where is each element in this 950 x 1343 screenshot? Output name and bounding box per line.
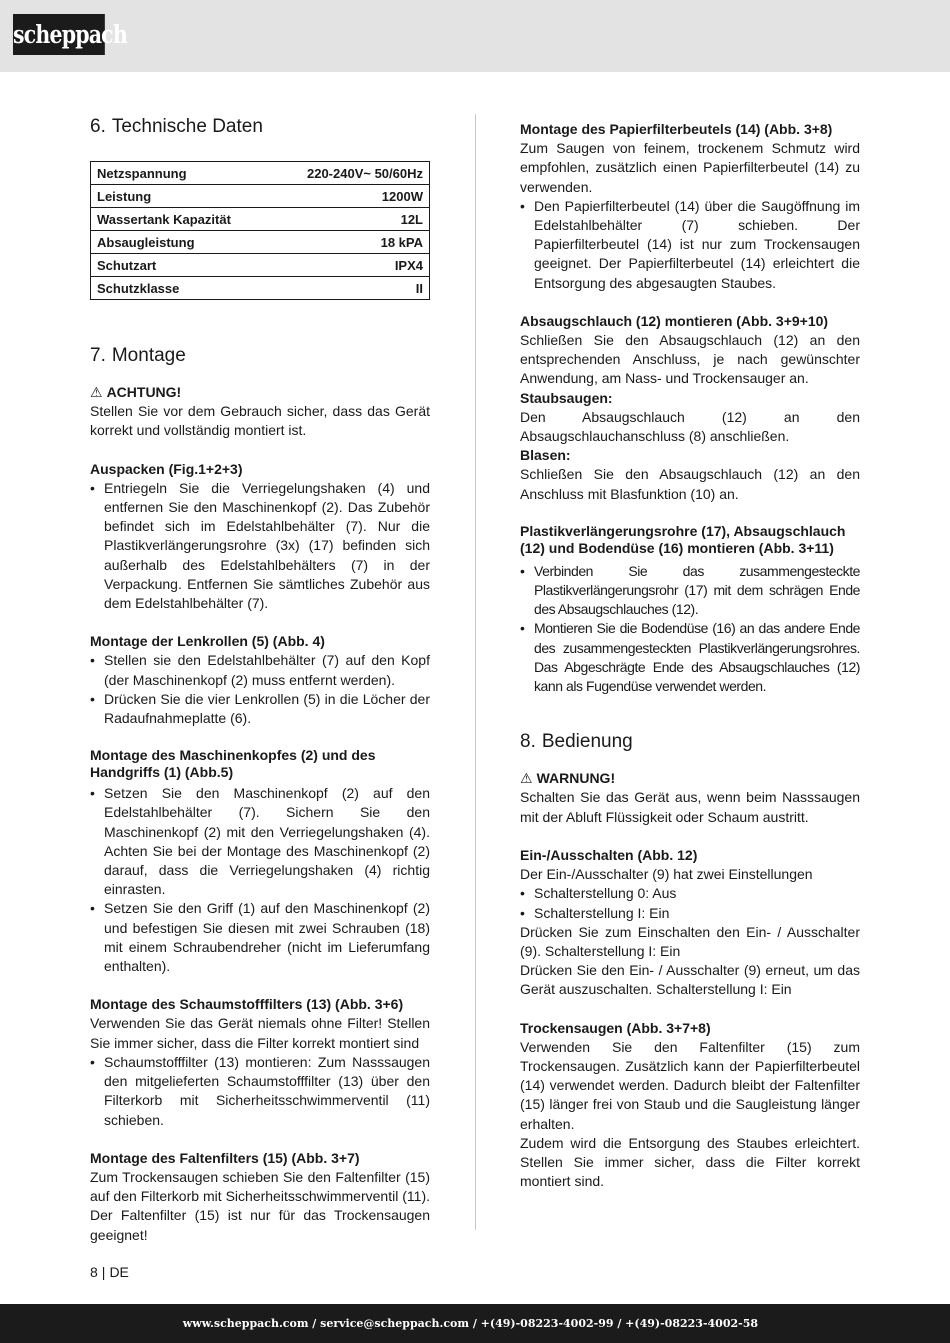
spec-row <box>91 185 430 208</box>
dry-vacuum-text: Verwenden Sie den Faltenfilter (15) zum Trockensaugen. Zusätzlich kann der Papierfilterbeutel (14) verwendet werden. Dadurch bleibt der Faltenfilter (15) länger frei von Staub und die Saugleistung länger erhalten. <box>520 1038 860 1132</box>
list-item: • Montieren Sie die Bodendüse (16) an das andere Ende des zusammengesteckten Plastikverlängerungsrohres. Das Abgeschrägte Ende des Absaugschlauches (12) kann als Fugendüse verwendet werden. <box>520 619 860 696</box>
spec-value: 1200W <box>271 185 429 208</box>
vacuum-text: Den Absaugschlauch (12) an den Absaugschlauchanschluss (8) anschließen. <box>520 408 860 445</box>
right-column <box>520 120 860 1191</box>
blow-text: Schließen Sie den Absaugschlauch (12) an den Anschluss mit Blasfunktion (10) an. <box>520 466 860 502</box>
spec-label: Schutzklasse <box>91 277 272 300</box>
dry-vacuum-heading: Trockensaugen (Abb. 3+7+8) <box>520 1019 711 1036</box>
spec-label: Netzspannung <box>91 162 272 185</box>
section-8-heading <box>520 729 860 755</box>
section-number: 6. <box>90 116 106 137</box>
switch-heading: Ein-/Ausschalten (Abb. 12) <box>520 846 698 863</box>
page-lang: DE <box>109 1264 129 1280</box>
spec-value: 12L <box>271 208 429 231</box>
footer-bar <box>0 1304 950 1343</box>
left-column <box>90 114 430 1245</box>
section-number: 7. <box>90 345 106 366</box>
list-item: • Setzen Sie den Maschinenkopf (2) auf den Edelstahlbehälter (7). Sichern Sie den Maschinenkopf (2) mit den Verriegelungshaken (4). Achten Sie bei der Montage des Maschinenkopf (2) darauf, dass die Verriegelungshaken (4) richtig einrasten. <box>90 784 430 899</box>
spec-value: 220-240V~ 50/60Hz <box>271 162 429 185</box>
section-number: 8. <box>520 731 536 753</box>
page-separator: | <box>101 1264 106 1280</box>
switch-on-text: Drücken Sie zum Einschalten den Ein- / Ausschalter (9). Schalterstellung I: Ein <box>520 923 860 959</box>
section-title: Montage <box>111 345 186 366</box>
spec-value: 18 kPA <box>271 231 429 254</box>
spec-label: Schutzart <box>91 254 272 277</box>
spec-value: II <box>271 277 429 300</box>
warning-title: WARNUNG! <box>536 770 616 787</box>
warning-heading <box>90 383 430 402</box>
pleat-filter-text: Zum Trockensaugen schieben Sie den Faltenfilter (15) auf den Filterkorb mit Sicherheitsschwimmerventil (11). Der Faltenfilter (15) ist nur für das Trockensaugen geeignet! <box>90 1168 430 1243</box>
list-item: • Setzen Sie den Griff (1) auf den Maschinenkopf (2) und befestigen Sie diesen mit zwei Schrauben (18) mit einem Schraubendreher (nicht im Lieferumfang enthalten). <box>90 899 430 976</box>
contact-line: www.scheppach.com / service@scheppach.com / +(49)-08223-4002-99 / +(49)-08223-4002-58 <box>182 1317 758 1330</box>
section-title: Technische Daten <box>111 116 263 137</box>
spec-label: Absaugleistung <box>91 231 272 254</box>
paper-filter-heading: Montage des Papierfilterbeutels (14) (Abb. 3+8) <box>520 121 833 137</box>
warning-text: Stellen Sie vor dem Gebrauch sicher, dass das Gerät korrekt und vollständig montiert ist. <box>90 403 430 439</box>
spec-row <box>91 277 430 300</box>
switch-off-text: Drücken Sie den Ein- / Ausschalter (9) erneut, um das Gerät auszuschalten. Schalterstellung I: Ein <box>520 962 860 998</box>
blow-label: Blasen: <box>520 447 571 464</box>
section-title: Bedienung <box>541 731 633 753</box>
brand-logo: scheppach <box>13 14 105 55</box>
spec-row <box>91 231 430 254</box>
spec-row <box>91 162 430 185</box>
unpack-list <box>90 479 430 613</box>
spec-label: Leistung <box>91 185 272 208</box>
list-item: • Stellen sie den Edelstahlbehälter (7) auf den Kopf (der Maschinenkopf (2) muss entfernt werden). <box>90 651 430 689</box>
unpack-heading: Auspacken (Fig.1+2+3) <box>90 460 243 477</box>
hose-heading: Absaugschlauch (12) montieren (Abb. 3+9+10) <box>520 312 829 329</box>
warning-title: ACHTUNG! <box>106 384 182 400</box>
warning-triangle-icon: ⚠ <box>90 384 103 400</box>
paper-filter-list <box>520 197 860 293</box>
spec-value: IPX4 <box>271 254 429 277</box>
paper-filter-text: Zum Saugen von feinem, trockenem Schmutz wird empfohlen, zusätzlich einen Papierfilterbeutel (14) zu verwenden. <box>520 140 860 195</box>
switch-list <box>520 884 860 922</box>
pleat-filter-heading: Montage des Faltenfilters (15) (Abb. 3+7) <box>90 1149 360 1166</box>
foam-filter-list <box>90 1053 430 1130</box>
warning-triangle-icon: ⚠ <box>520 770 533 787</box>
column-divider <box>475 114 476 1230</box>
extension-list <box>520 562 860 696</box>
dry-vacuum-text-2: Zudem wird die Entsorgung des Staubes erleichtert. Stellen Sie immer sicher, dass die Filter korrekt montiert sind. <box>520 1134 860 1190</box>
list-item: • Schalterstellung 0: Aus <box>520 884 860 903</box>
list-item: • Entriegeln Sie die Verriegelungshaken (4) und entfernen Sie den Maschinenkopf (2). Das Zubehör befindet sich im Edelstahlbehälter (7). Nur die Plastikverlängerungsrohre (3x) (17) befinden sich außerhalb des Edelstahlbehälters (7) in der Verpackung. Entfernen Sie sämtliches Zubehör aus dem Edelstahlbehälter (7). <box>90 479 430 613</box>
spec-row <box>91 254 430 277</box>
switch-text: Der Ein-/Ausschalter (9) hat zwei Einstellungen <box>520 866 813 883</box>
foam-filter-heading: Montage des Schaumstofffilters (13) (Abb. 3+6) <box>90 996 404 1013</box>
machine-head-heading: Montage des Maschinenkopfes (2) und des Handgriffs (1) (Abb.5) <box>90 747 376 781</box>
list-item: • Verbinden Sie das zusammengesteckte Plastikverlängerungsrohr (17) mit dem schrägen Ende des Absaugschlauches (12). <box>520 562 860 620</box>
list-item: • Schalterstellung I: Ein <box>520 904 860 923</box>
list-item: • Schaumstofffilter (13) montieren: Zum Nasssaugen den mitgelieferten Schaumstofffilter (13) über den Filterkorb mit Sicherheitsschwimmerventil (11) schieben. <box>90 1053 430 1130</box>
casters-list <box>90 651 430 728</box>
warning-text: Schalten Sie das Gerät aus, wenn beim Nasssaugen mit der Abluft Flüssigkeit oder Schaum austritt. <box>520 789 860 825</box>
warning-heading <box>520 769 860 788</box>
section-6-heading <box>90 114 430 140</box>
casters-heading: Montage der Lenkrollen (5) (Abb. 4) <box>90 633 325 650</box>
specs-table <box>90 161 430 300</box>
section-7-heading <box>90 343 430 369</box>
extension-heading: Plastikverlängerungsrohre (17), Absaugschlauch (12) und Bodendüse (16) montieren (Abb. 3+11) <box>520 522 846 556</box>
hose-text: Schließen Sie den Absaugschlauch (12) an den entsprechenden Anschluss, je nach gewünschter Anwendung, am Nass- und Trockensauger an. <box>520 332 860 387</box>
page-num: 8 <box>90 1264 98 1280</box>
vacuum-label: Staubsaugen: <box>520 389 613 406</box>
list-item: • Drücken Sie die vier Lenkrollen (5) in die Löcher der Radaufnahmeplatte (6). <box>90 690 430 728</box>
header-bar <box>0 0 950 72</box>
page-number <box>90 1264 129 1280</box>
machine-head-list <box>90 784 430 976</box>
list-item: • Den Papierfilterbeutel (14) über die Saugöffnung im Edelstahlbehälter (7) schieben. Der Papierfilterbeutel (14) ist nur zum Trockensaugen geeignet. Der Papierfilterbeutel (14) erleichtert die Entsorgung des abgesaugten Staubes. <box>520 197 860 293</box>
spec-row <box>91 208 430 231</box>
spec-label: Wassertank Kapazität <box>91 208 272 231</box>
foam-filter-text: Verwenden Sie das Gerät niemals ohne Filter! Stellen Sie immer sicher, dass die Filter korrekt montiert sind <box>90 1015 430 1051</box>
